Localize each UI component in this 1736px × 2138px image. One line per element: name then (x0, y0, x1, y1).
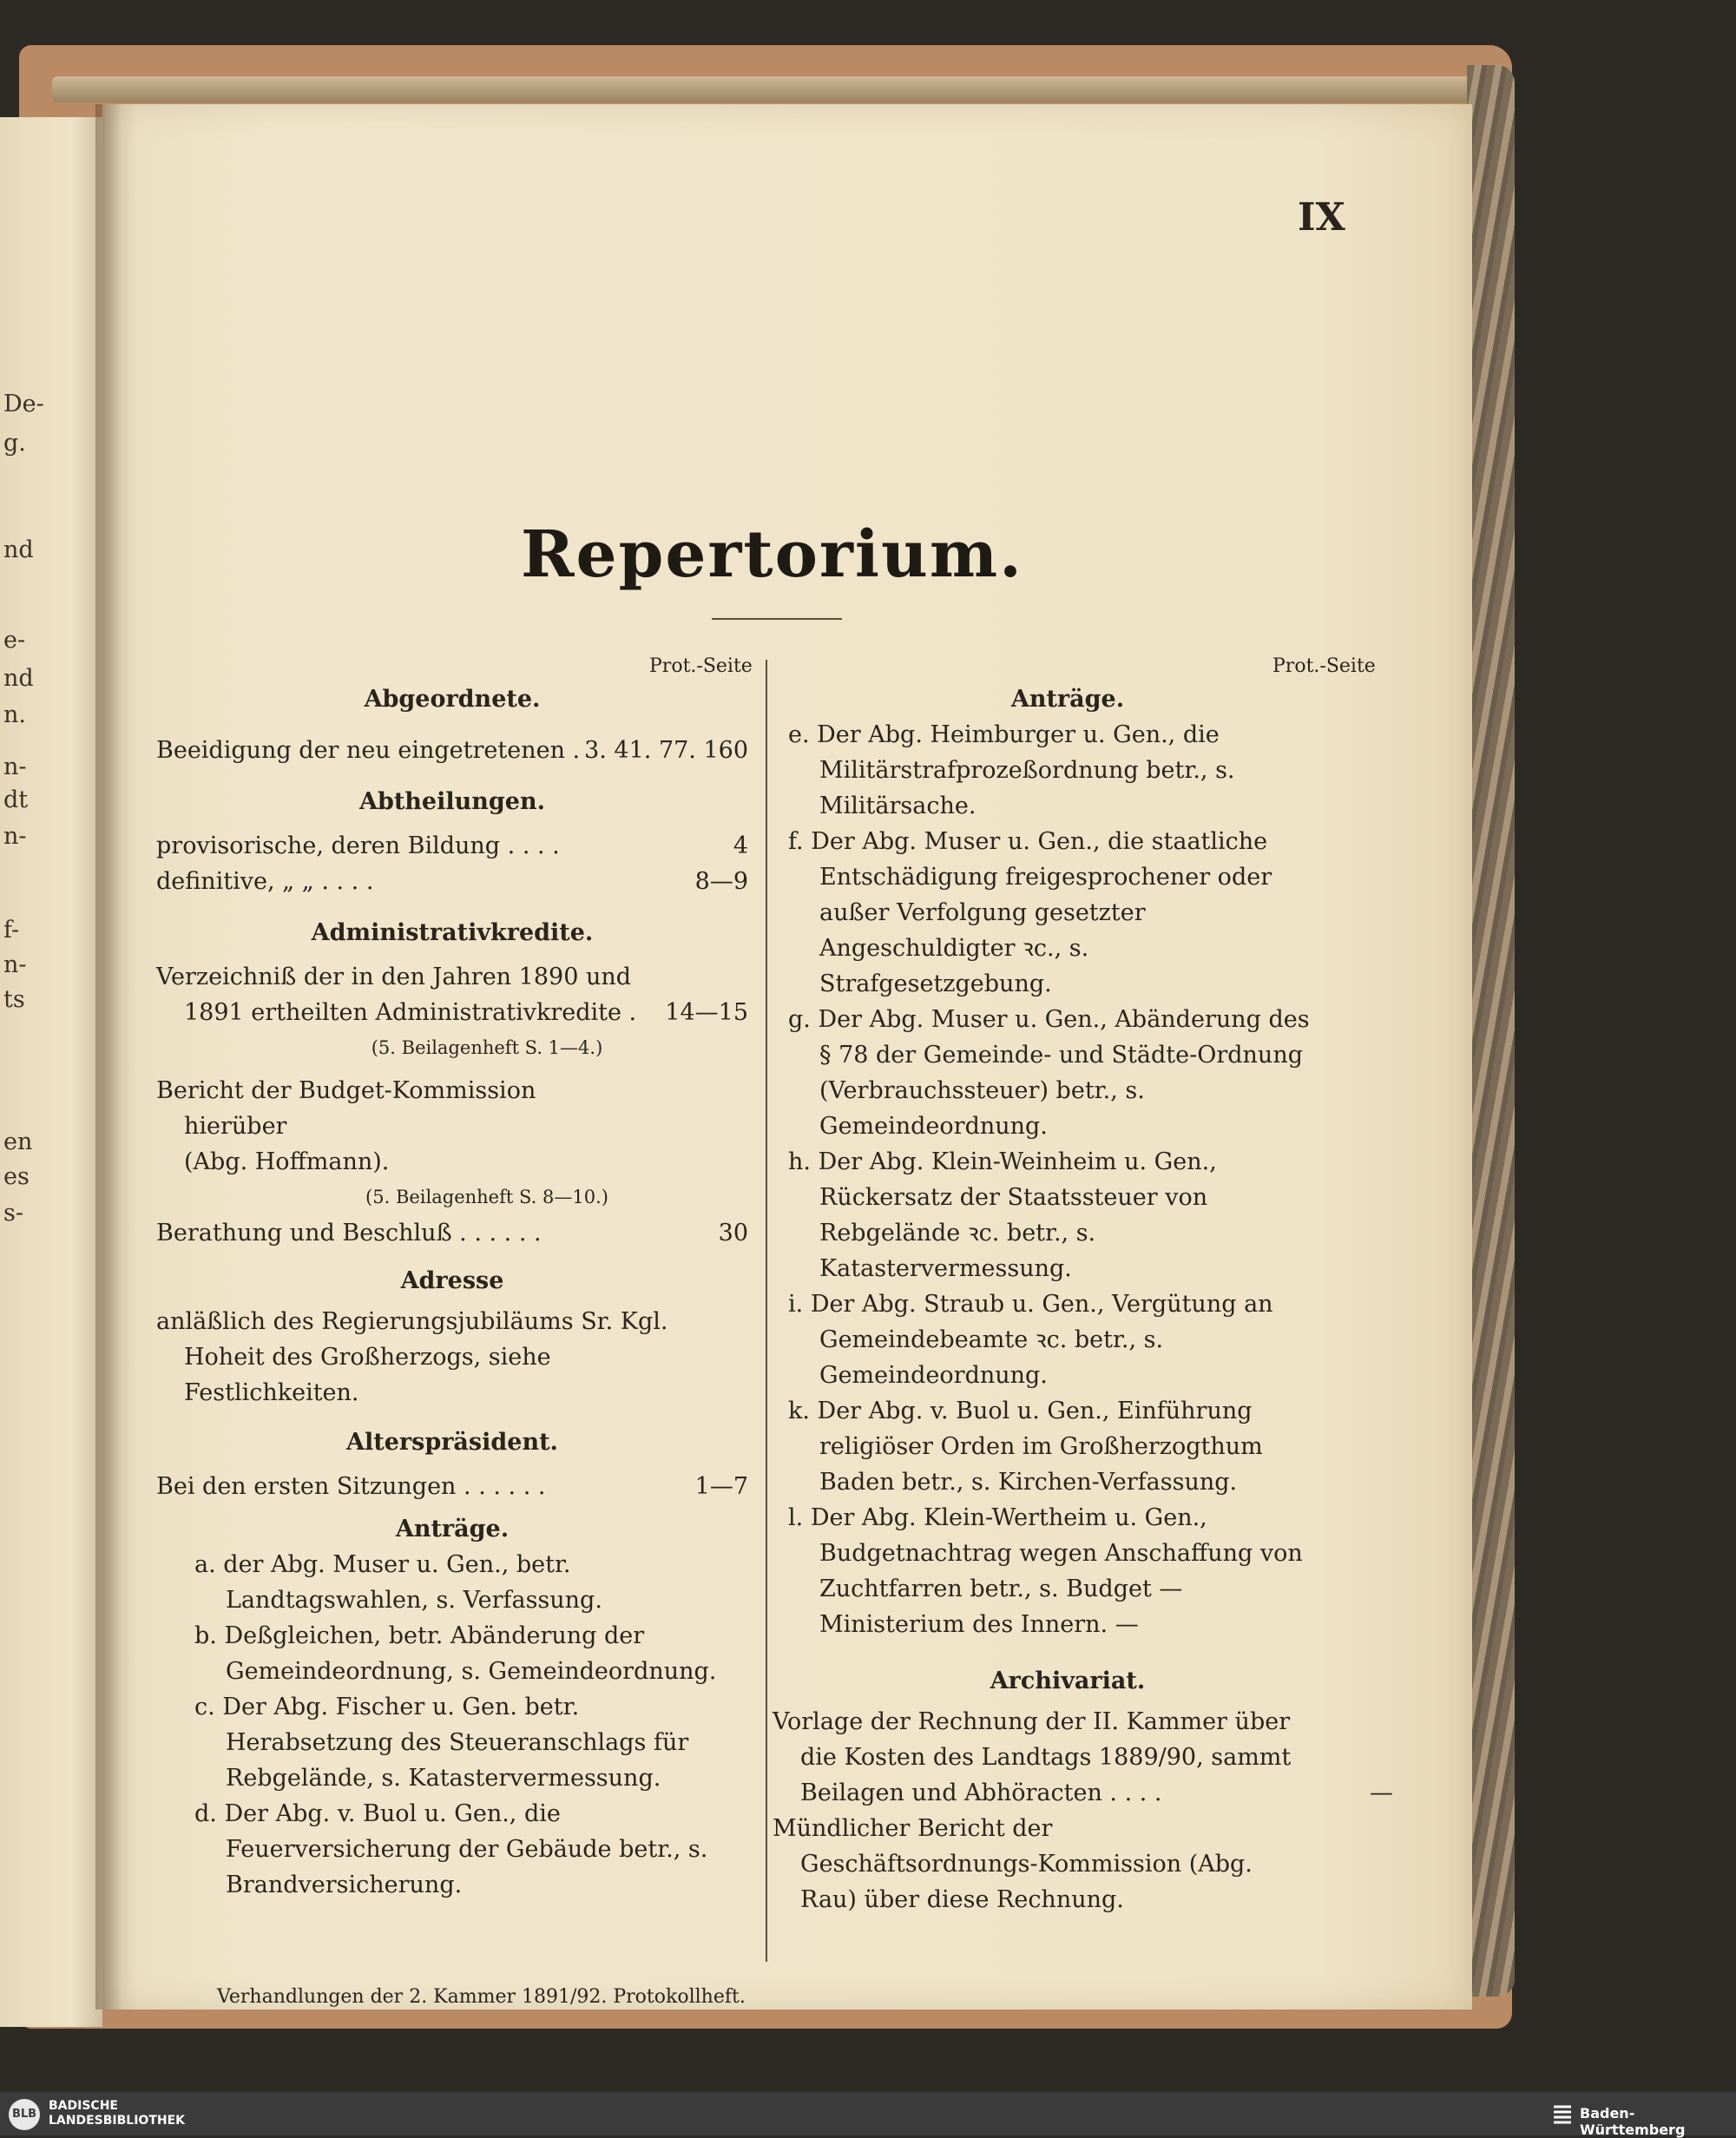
item-text: Der Abg. Straub u. Gen., Vergütung an Gemeindebeamte ꝛc. betr., s. Gemeindeordnung. (810, 1291, 1273, 1389)
section-heading: Abtheilungen. (359, 788, 545, 815)
entry-text: Berathung und Beschluß . . . . . . (156, 1220, 542, 1247)
item-label: d. (194, 1800, 217, 1827)
fragment: g. (3, 430, 26, 457)
fragment: e- (3, 627, 26, 654)
list-item (773, 717, 1397, 824)
fragment: dt (3, 786, 29, 813)
fragment: nd (3, 665, 34, 692)
baden-wuerttemberg-lions-icon (1550, 2102, 1575, 2126)
entry-text: Bei den ersten Sitzungen . . . . . . (156, 1473, 546, 1500)
entry-pages: 4 (733, 832, 748, 859)
index-entry (773, 1811, 1397, 1918)
bottom-bar (0, 2092, 1736, 2138)
list-item (156, 1547, 748, 1618)
section-heading: Anträge. (1010, 686, 1125, 713)
left-page (0, 117, 102, 2027)
item-label: f. (788, 828, 804, 855)
index-entry (156, 828, 748, 864)
item-text: Der Abg. v. Buol u. Gen., die Feuerversicherung der Gebäude betr., s. Brandversicherung. (224, 1800, 708, 1898)
fragment: n. (3, 701, 26, 728)
section-heading: Administrativkredite. (311, 919, 594, 946)
gutter-shadow (95, 104, 122, 2010)
entry-text: Bericht der Budget-Kommission hierüber (156, 1077, 536, 1140)
item-label: h. (788, 1148, 811, 1175)
entry-text: Verzeichniß der in den Jahren 1890 und (156, 964, 632, 990)
library-name-line1: BADISCHE (49, 2099, 118, 2113)
index-entry (156, 959, 748, 1030)
list-item (156, 1689, 748, 1796)
item-text: der Abg. Muser u. Gen., betr. Landtagswahlen, s. Verfassung. (223, 1551, 602, 1614)
column-header-left: Prot.-Seite (649, 655, 753, 677)
item-label: a. (194, 1551, 216, 1578)
page-footer: Verhandlungen der 2. Kammer 1891/92. Protokollheft. (217, 1986, 746, 2008)
fragment: es (3, 1163, 30, 1190)
fragment: De- (3, 391, 44, 418)
index-entry (156, 1215, 748, 1251)
list-item (773, 1144, 1397, 1286)
entry-note: (5. Beilagenheft S. 8—10.) (365, 1187, 608, 1207)
item-text: Der Abg. Klein-Wertheim u. Gen., Budgetnachtrag wegen Anschaffung von Zuchtfarren betr., s. Budget — Ministerium des Innern. — (810, 1504, 1303, 1638)
column-header-right: Prot.-Seite (1272, 655, 1376, 677)
item-text: Der Abg. Muser u. Gen., die staatliche Entschädigung freigesprochener oder außer Verfolgung gesetzter Angeschuldigter ꝛc., s. Strafgesetzgebung. (811, 828, 1272, 997)
entry-text: definitive, „ „ . . . . (156, 868, 374, 895)
entry-pages: 1—7 (694, 1473, 748, 1500)
book-top-edge (52, 76, 1476, 102)
fragment: f- (3, 917, 20, 944)
index-entry (156, 1073, 748, 1180)
item-text: Der Abg. v. Buol u. Gen., Einführung religiöser Orden im Großherzogthum Baden betr., s. Kirchen-Verfassung. (817, 1398, 1263, 1496)
page-number: IX (1298, 195, 1345, 240)
list-item (773, 1286, 1397, 1393)
section-heading: Adresse (400, 1267, 504, 1294)
entry-text: provisorische, deren Bildung . . . . (156, 832, 560, 859)
column-divider (766, 660, 767, 1962)
item-text: Deßgleichen, betr. Abänderung der Gemeindeordnung, s. Gemeindeordnung. (224, 1622, 717, 1685)
list-item (773, 1393, 1397, 1500)
fragment: n- (3, 753, 27, 780)
entry-text: (Abg. Hoffmann). (184, 1148, 390, 1175)
item-text: Der Abg. Klein-Weinheim u. Gen., Rückersatz der Staatssteuer von Rebgelände ꝛc. betr., s. Katastervermessung. (818, 1148, 1217, 1282)
index-entry: Vorlage der Rechnung der II. Kammer über die Kosten des Landtags 1889/90, sammt Beilagen und Abhöracten . . . . — (773, 1708, 1393, 1806)
entry-pages: 8—9 (694, 868, 748, 895)
entry-pages: 30 (718, 1220, 748, 1247)
item-label: k. (788, 1398, 810, 1424)
entry-text: Mündlicher Bericht der Geschäftsordnungs-Kommission (Abg. Rau) über diese Rechnung. (773, 1815, 1253, 1913)
fragment: n- (3, 951, 27, 978)
fragment: n- (3, 823, 27, 850)
section-heading: Archivariat. (990, 1668, 1146, 1694)
entry-text: Beeidigung der neu eingetretenen . (156, 737, 581, 764)
entry-text: Vorlage der Rechnung der II. Kammer über die Kosten des Landtags 1889/90, sammt Beilagen und Abhöracten . . . . (773, 1708, 1292, 1806)
list-item (156, 1618, 748, 1689)
index-entry (156, 864, 748, 899)
library-name-line2: LANDESBIBLIOTHEK (49, 2114, 186, 2128)
item-label: c. (194, 1694, 215, 1720)
title-rule (712, 618, 842, 620)
entry-text: 1891 ertheilten Administrativkredite . (184, 999, 637, 1026)
fragment: en (3, 1128, 33, 1155)
item-text: Der Abg. Muser u. Gen., Abänderung des § 78 der Gemeinde- und Städte-Ordnung (Verbrauchssteuer) betr., s. Gemeindeordnung. (818, 1006, 1310, 1140)
item-label: g. (788, 1006, 811, 1033)
list-item (773, 1002, 1397, 1144)
library-name (49, 2099, 222, 2128)
entry-pages: 14—15 (665, 999, 748, 1026)
section-heading: Alterspräsident. (346, 1429, 558, 1456)
section-heading: Anträge. (395, 1516, 510, 1543)
state-name: Baden-Württemberg (1580, 2105, 1686, 2138)
item-label: e. (788, 721, 810, 748)
right-column (773, 681, 1397, 1918)
list-item (156, 1796, 748, 1903)
index-entry (156, 733, 748, 768)
item-text: Der Abg. Fischer u. Gen. betr. Herabsetzung des Steueranschlags für Rebgelände, s. Katastervermessung. (222, 1694, 689, 1792)
left-column (156, 681, 748, 1903)
item-text: Der Abg. Heimburger u. Gen., die Militärstrafprozeßordnung betr., s. Militärsache. (817, 721, 1235, 819)
book-cover-edge (1467, 65, 1515, 1997)
fragment: s- (3, 1200, 23, 1227)
blb-logo-icon: BLB (9, 2099, 40, 2130)
entry-pages: 3. 41. 77. 160 (584, 737, 748, 764)
item-label: b. (194, 1622, 217, 1649)
list-item (773, 1500, 1397, 1642)
page-title: Repertorium. (521, 517, 1023, 592)
entry-note: (5. Beilagenheft S. 1—4.) (371, 1037, 603, 1058)
index-entry (156, 1469, 748, 1504)
item-label: l. (788, 1504, 804, 1531)
list-item (773, 824, 1397, 1002)
index-entry: anläßlich des Regierungsjubiläums Sr. Kgl. Hoheit des Großherzogs, siehe Festlichkeiten. (156, 1308, 668, 1406)
item-label: i. (788, 1291, 804, 1318)
fragment: ts (3, 986, 25, 1013)
fragment: nd (3, 536, 34, 563)
section-heading: Abgeordnete. (364, 686, 541, 713)
